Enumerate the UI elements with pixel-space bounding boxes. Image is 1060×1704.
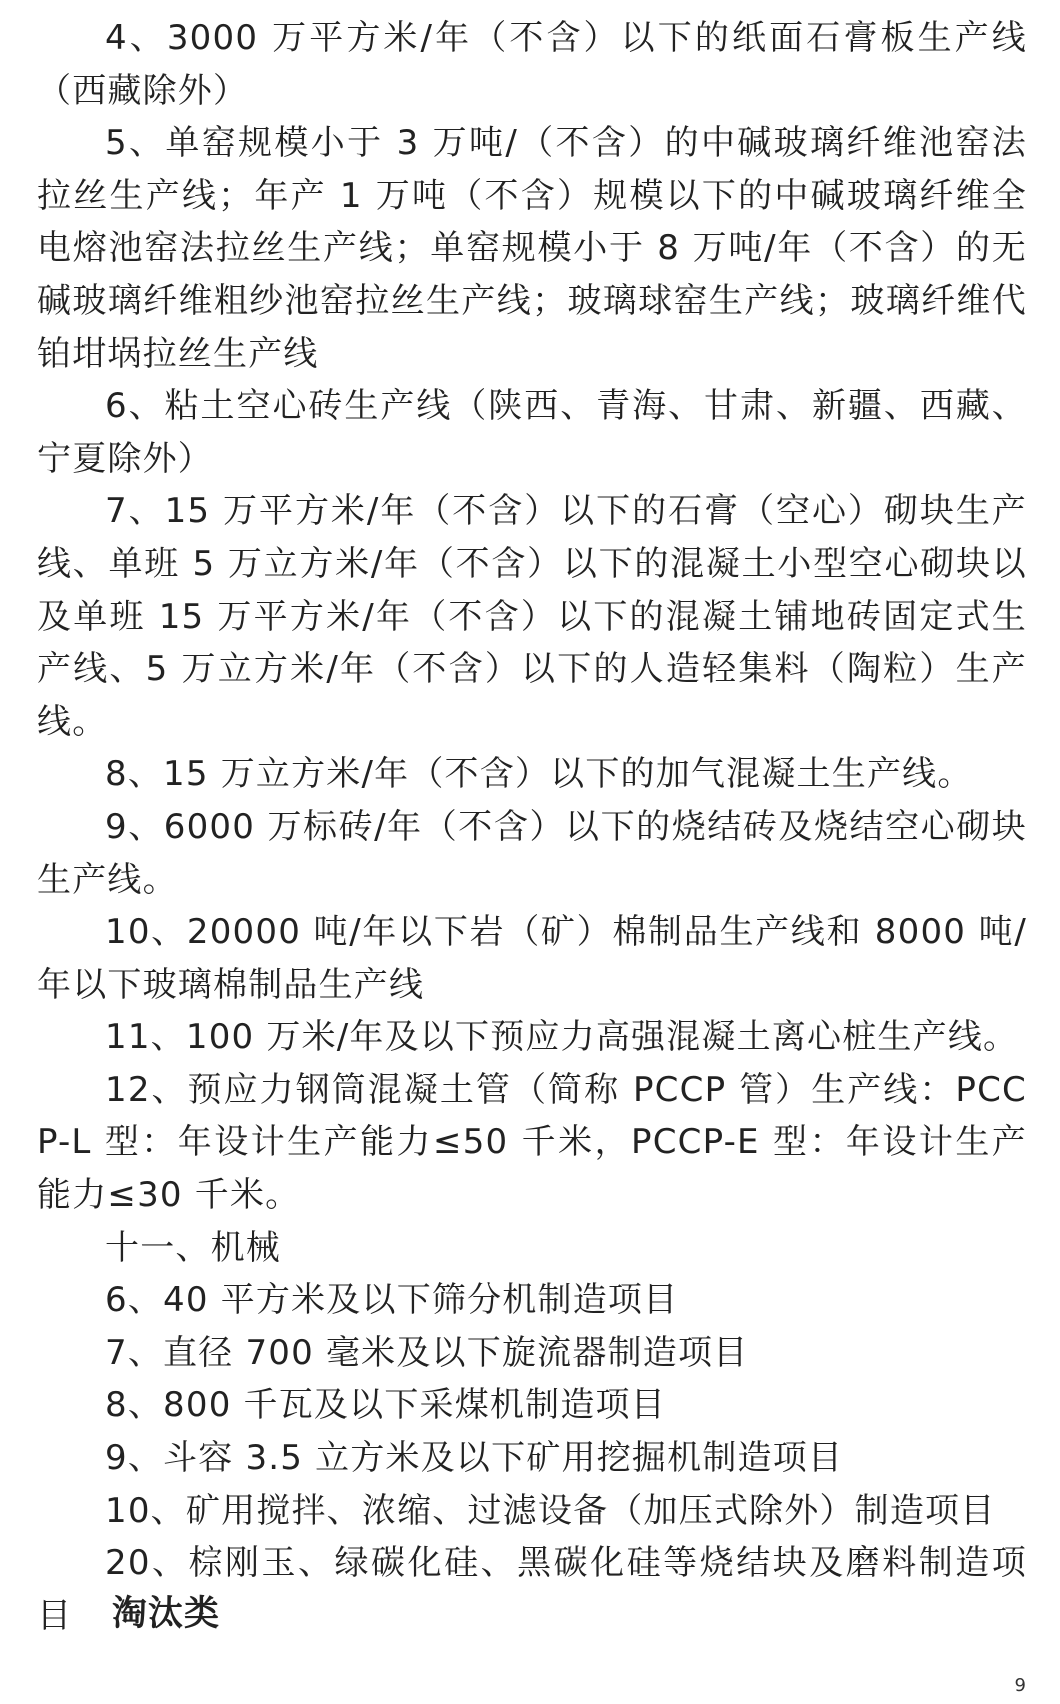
paragraph-item-4-gypsum-board: 4、3000 万平方米/年（不含）以下的纸面石膏板生产线（西藏除外） xyxy=(37,18,1027,111)
paragraph-item-8-coal-shearer: 8、800 千瓦及以下采煤机制造项目 xyxy=(105,1385,666,1426)
paragraph-item-9-excavator: 9、斗容 3.5 立方米及以下矿用挖掘机制造项目 xyxy=(105,1438,844,1479)
paragraph-item-10-mining-equipment: 10、矿用搅拌、浓缩、过滤设备（加压式除外）制造项目 xyxy=(105,1490,996,1531)
paragraph-item-9-sintered-brick: 9、6000 万标砖/年（不含）以下的烧结砖及烧结空心砌块生产线。 xyxy=(37,806,1027,900)
paragraph-item-7-gypsum-block: 7、15 万平方米/年（不含）以下的石膏（空心）砌块生产线、单班 5 万立方米/年（不含）以下的混凝土小型空心砌块以及单班 15 万平方米/年（不含）以下的混凝土铺地砖固定式生产线、5 万立方米/年（不含）以下的人造轻集料（陶粒）生产线。 xyxy=(37,491,1027,742)
page-number: 9 xyxy=(1014,1675,1026,1696)
document-body xyxy=(37,12,1027,1642)
paragraph-item-6-screening-machine: 6、40 平方米及以下筛分机制造项目 xyxy=(105,1280,679,1321)
paragraph-item-10-rock-wool: 10、20000 吨/年以下岩（矿）棉制品生产线和 8000 吨/年以下玻璃棉制品生产线 xyxy=(37,912,1027,1005)
paragraph-item-20-abrasives: 20、棕刚玉、绿碳化硅、黑碳化硅等烧结块及磨料制造项目 xyxy=(37,1543,1027,1636)
paragraph-item-12-pccp-pipe: 12、预应力钢筒混凝土管（简称 PCCP 管）生产线：PCCP-L 型：年设计生产能力≤50 千米，PCCP-E 型：年设计生产能力≤30 千米。 xyxy=(37,1069,1027,1216)
paragraph-item-6-clay-brick: 6、粘土空心砖生产线（陕西、青海、甘肃、新疆、西藏、宁夏除外） xyxy=(37,386,1027,479)
paragraph-item-5-glass-fiber: 5、单窑规模小于 3 万吨/（不含）的中碱玻璃纤维池窑法拉丝生产线；年产 1 万吨（不含）规模以下的中碱玻璃纤维全电熔池窑法拉丝生产线；单窑规模小于 8 万吨/年（不含）的无碱玻璃纤维粗纱池窑拉丝生产线；玻璃球窑生产线；玻璃纤维代铂坩埚拉丝生产线 xyxy=(37,123,1027,374)
paragraph-item-11-concrete-pile: 11、100 万米/年及以下预应力高强混凝土离心桩生产线。 xyxy=(105,1017,1019,1058)
paragraph-item-7-cyclone: 7、直径 700 毫米及以下旋流器制造项目 xyxy=(105,1332,749,1373)
section-subheading-machinery: 十一、机械 xyxy=(105,1227,281,1268)
paragraph-item-8-aerated-concrete: 8、15 万立方米/年（不含）以下的加气混凝土生产线。 xyxy=(105,754,973,795)
section-heading-elimination: 淘汰类 xyxy=(112,1594,221,1634)
